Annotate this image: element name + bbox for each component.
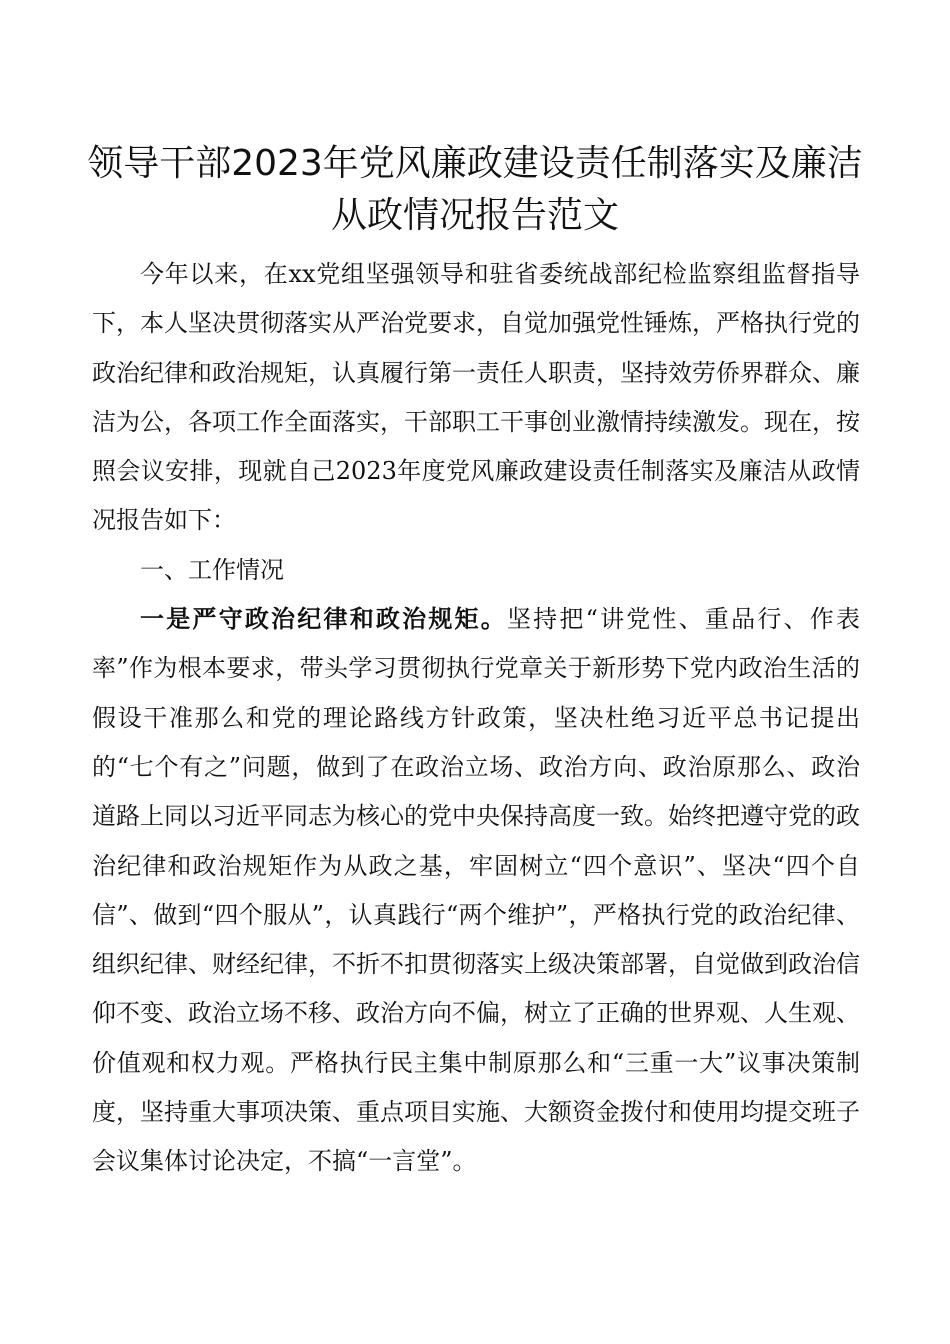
point-1-lead: 一是严守政治纪律和政治规矩。 <box>140 605 507 634</box>
point-1-text: 坚持把“讲党性、重品行、作表率”作为根本要求，带头学习贯彻执行党章关于新形势下党内政治生活的假设干准那么和党的理论路线方针政策，坚决杜绝习近平总书记提出的“七个有之”问题，做到了在政治立场、政治方向、政治原那么、政治道路上同以习近平同志为核心的党中央保持高度一致。始终把遵守党的政治纪律和政治规矩作为从政之基，牢固树立“四个意识”、坚决“四个自信”、做到“四个服从”，认真践行“两个维护”，严格执行党的政治纪律、组织纪律、财经纪律，不折不扣贯彻落实上级决策部署，自觉做到政治信仰不变、政治立场不移、政治方向不偏，树立了正确的世界观、人生观、价值观和权力观。严格执行民主集中制原那么和“三重一大”议事决策制度，坚持重大事项决策、重点项目实施、大额资金拨付和使用均提交班子会议集体讨论决定，不搞“一言堂”。 <box>92 605 860 1176</box>
title-line-2: 从政情况报告范文 <box>330 195 619 236</box>
point-1-paragraph <box>92 595 860 1187</box>
section-heading: 一、工作情况 <box>140 555 284 584</box>
document-title <box>60 138 890 242</box>
intro-paragraph: 今年以来，在xx党组坚强领导和驻省委统战部纪检监察组监督指导下，本人坚决贯彻落实从严治党要求，自觉加强党性锤炼，严格执行党的政治纪律和政治规矩，认真履行第一责任人职责，坚持效劳侨界群众、廉洁为公，各项工作全面落实，干部职工干事创业激情持续激发。现在，按照会议安排，现就自己2023年度党风廉政建设责任制落实及廉洁从政情况报告如下： <box>92 260 860 535</box>
title-line-1: 领导干部2023年党风廉政建设责任制落实及廉洁 <box>87 143 863 184</box>
document-body <box>92 250 860 1187</box>
